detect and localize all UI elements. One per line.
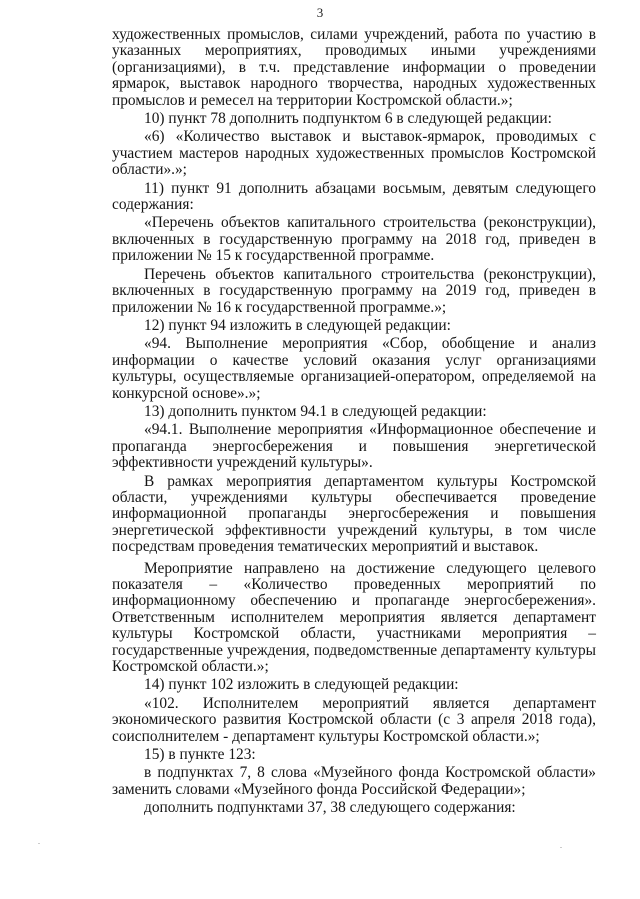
paragraph: Мероприятие направлено на достижение следующего целевого показателя – «Количество проведенных мероприятий по информационному обеспечению и пропаганде энергосбережения». Ответственным исполнителем мероприятия является департамент культуры Костромской области, участниками мероприятия – государственные учреждения, подведомственные департаменту культуры Костромской области.»; [112, 559, 596, 676]
page-number: 3 [316, 5, 324, 20]
paragraph: художественных промыслов, силами учреждений, работа по участию в указанных мероприятиях, проводимых иными учреждениями (организациями), в т.ч. представление информации о проведении ярмарок, выставок народного творчества, народных художественных промыслов и ремесел на территории Костромской области.»; [112, 26, 596, 109]
paragraph: «6) «Количество выставок и выставок-ярмарок, проводимых с участием мастеров народных художественных промыслов Костромской области».»; [112, 128, 596, 179]
paragraph: «94. Выполнение мероприятия «Сбор, обобщение и анализ информации о качестве условий оказания услуг организациями культуры, осуществляемые организацией-оператором, определяемой на конкурсной основе».»; [112, 335, 596, 402]
paragraph: 11) пункт 91 дополнить абзацами восьмым, девятым следующего содержания: [112, 179, 596, 214]
paragraph: 14) пункт 102 изложить в следующей редакции: [144, 676, 459, 694]
paragraph: 10) пункт 78 дополнить подпунктом 6 в следующей редакции: [144, 110, 552, 128]
scan-speck [38, 843, 40, 844]
paragraph: 13) дополнить пунктом 94.1 в следующей редакции: [144, 402, 487, 420]
paragraph: В рамках мероприятия департаментом культуры Костромской области, учреждениями культуры обеспечивается проведение информационной пропаганды энергосбережения и повышения энергетической эффективности учреждений культуры, в том числе посредствам проведения тематических мероприятий и выставок. [112, 472, 596, 556]
paragraph: «Перечень объектов капитального строительства (реконструкции), включенных в государственную программу на 2018 год, приведен в приложении № 15 к государственной программе. [112, 214, 596, 265]
document-body [112, 27, 596, 819]
paragraph: Перечень объектов капитального строительства (реконструкции), включенных в государственную программу на 2019 год, приведен в приложении № 16 к государственной программе.»; [112, 265, 596, 316]
paragraph: «94.1. Выполнение мероприятия «Информационное обеспечение и пропаганда энергосбережения и повышения энергетической эффективности учреждений культуры». [112, 421, 596, 472]
scan-speck [560, 847, 562, 848]
paragraph: дополнить подпунктами 37, 38 следующего содержания: [144, 799, 516, 817]
paragraph: «102. Исполнителем мероприятий является департамент экономического развития Костромской области (с 3 апреля 2018 года), соисполнителем - департамент культуры Костромской области.»; [112, 694, 596, 745]
paragraph: в подпунктах 7, 8 слова «Музейного фонда Костромской области» заменить словами «Музейного фонда Российской Федерации»; [112, 764, 596, 798]
paragraph: 15) в пункте 123: [144, 746, 256, 764]
paragraph: 12) пункт 94 изложить в следующей редакции: [144, 316, 451, 334]
